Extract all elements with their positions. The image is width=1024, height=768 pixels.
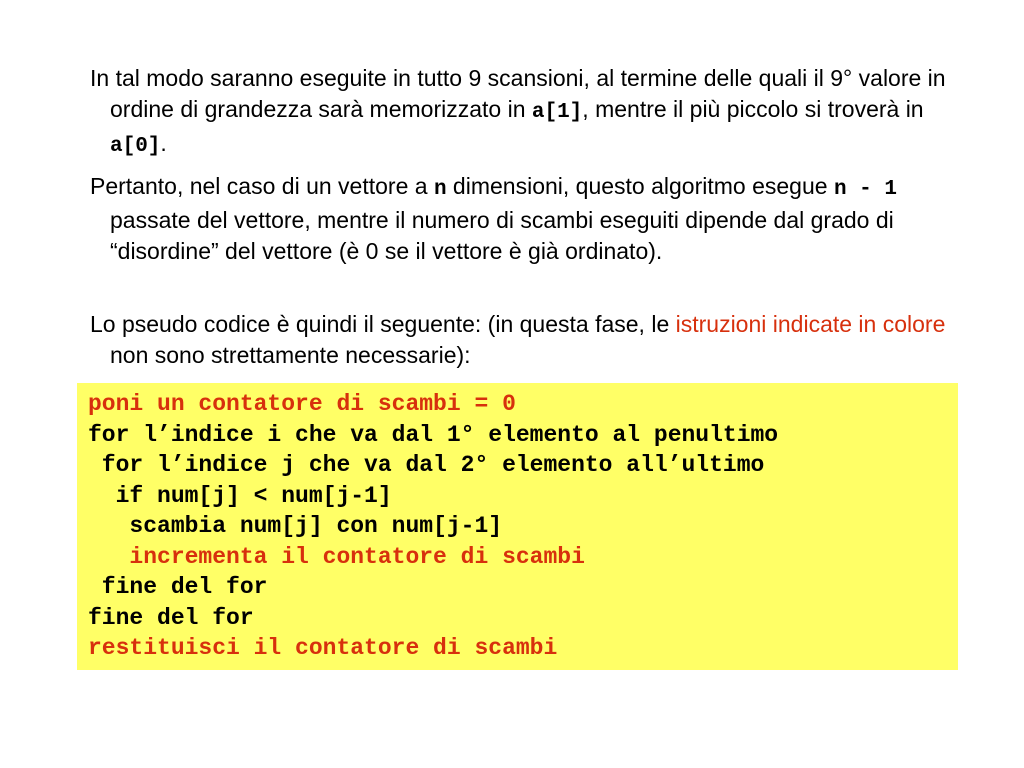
paragraph-algorithm-passes [90, 171, 960, 267]
p3-text-a: Lo pseudo codice è quindi il seguente: (in questa fase, le [90, 311, 676, 337]
p1-text-c: . [160, 130, 167, 156]
p2-text-c: passate del vettore, mentre il numero di scambi eseguiti dipende dal grado di “disordine” del vettore (è 0 se il vettore è già ordinato). [110, 207, 894, 264]
p1-code-a: a[1] [531, 101, 583, 124]
p2-code-b: n - 1 [833, 178, 897, 201]
p2-text-b: dimensioni, questo algoritmo esegue [446, 173, 834, 199]
p1-code-b: a[0] [110, 135, 161, 158]
p1-text-b: , mentre il più piccolo si troverà in [582, 96, 924, 122]
code-line-9: restituisci il contatore di scambi [88, 635, 558, 661]
paragraph-pseudocode-intro [90, 309, 960, 371]
code-line-2: for l’indice i che va dal 1° elemento al penultimo [88, 421, 779, 448]
p2-text-a: Pertanto, nel caso di un vettore a [90, 173, 434, 199]
p3-text-red: istruzioni indicate in colore [675, 311, 946, 337]
p2-code-a: n [433, 178, 447, 201]
code-line-5: scambia num[j] con num[j-1] [88, 513, 503, 539]
p1-text-a: In tal modo saranno eseguite in tutto 9 scansioni, al termine delle quali il 9° valore in ordine di grandezza sarà memorizzato in [90, 65, 946, 122]
paragraph-scan-summary [90, 63, 960, 162]
code-line-4: if num[j] < num[j-1] [88, 482, 392, 509]
p3-text-b: non sono strettamente necessarie): [110, 342, 471, 368]
pseudocode-box [77, 383, 958, 670]
code-line-3: for l’indice j che va dal 2° elemento all’ultimo [88, 452, 765, 478]
code-line-8: fine del for [88, 604, 254, 631]
code-line-6: incrementa il contatore di scambi [88, 543, 585, 570]
code-line-1: poni un contatore di scambi = 0 [88, 391, 516, 417]
code-line-7: fine del for [88, 574, 268, 600]
